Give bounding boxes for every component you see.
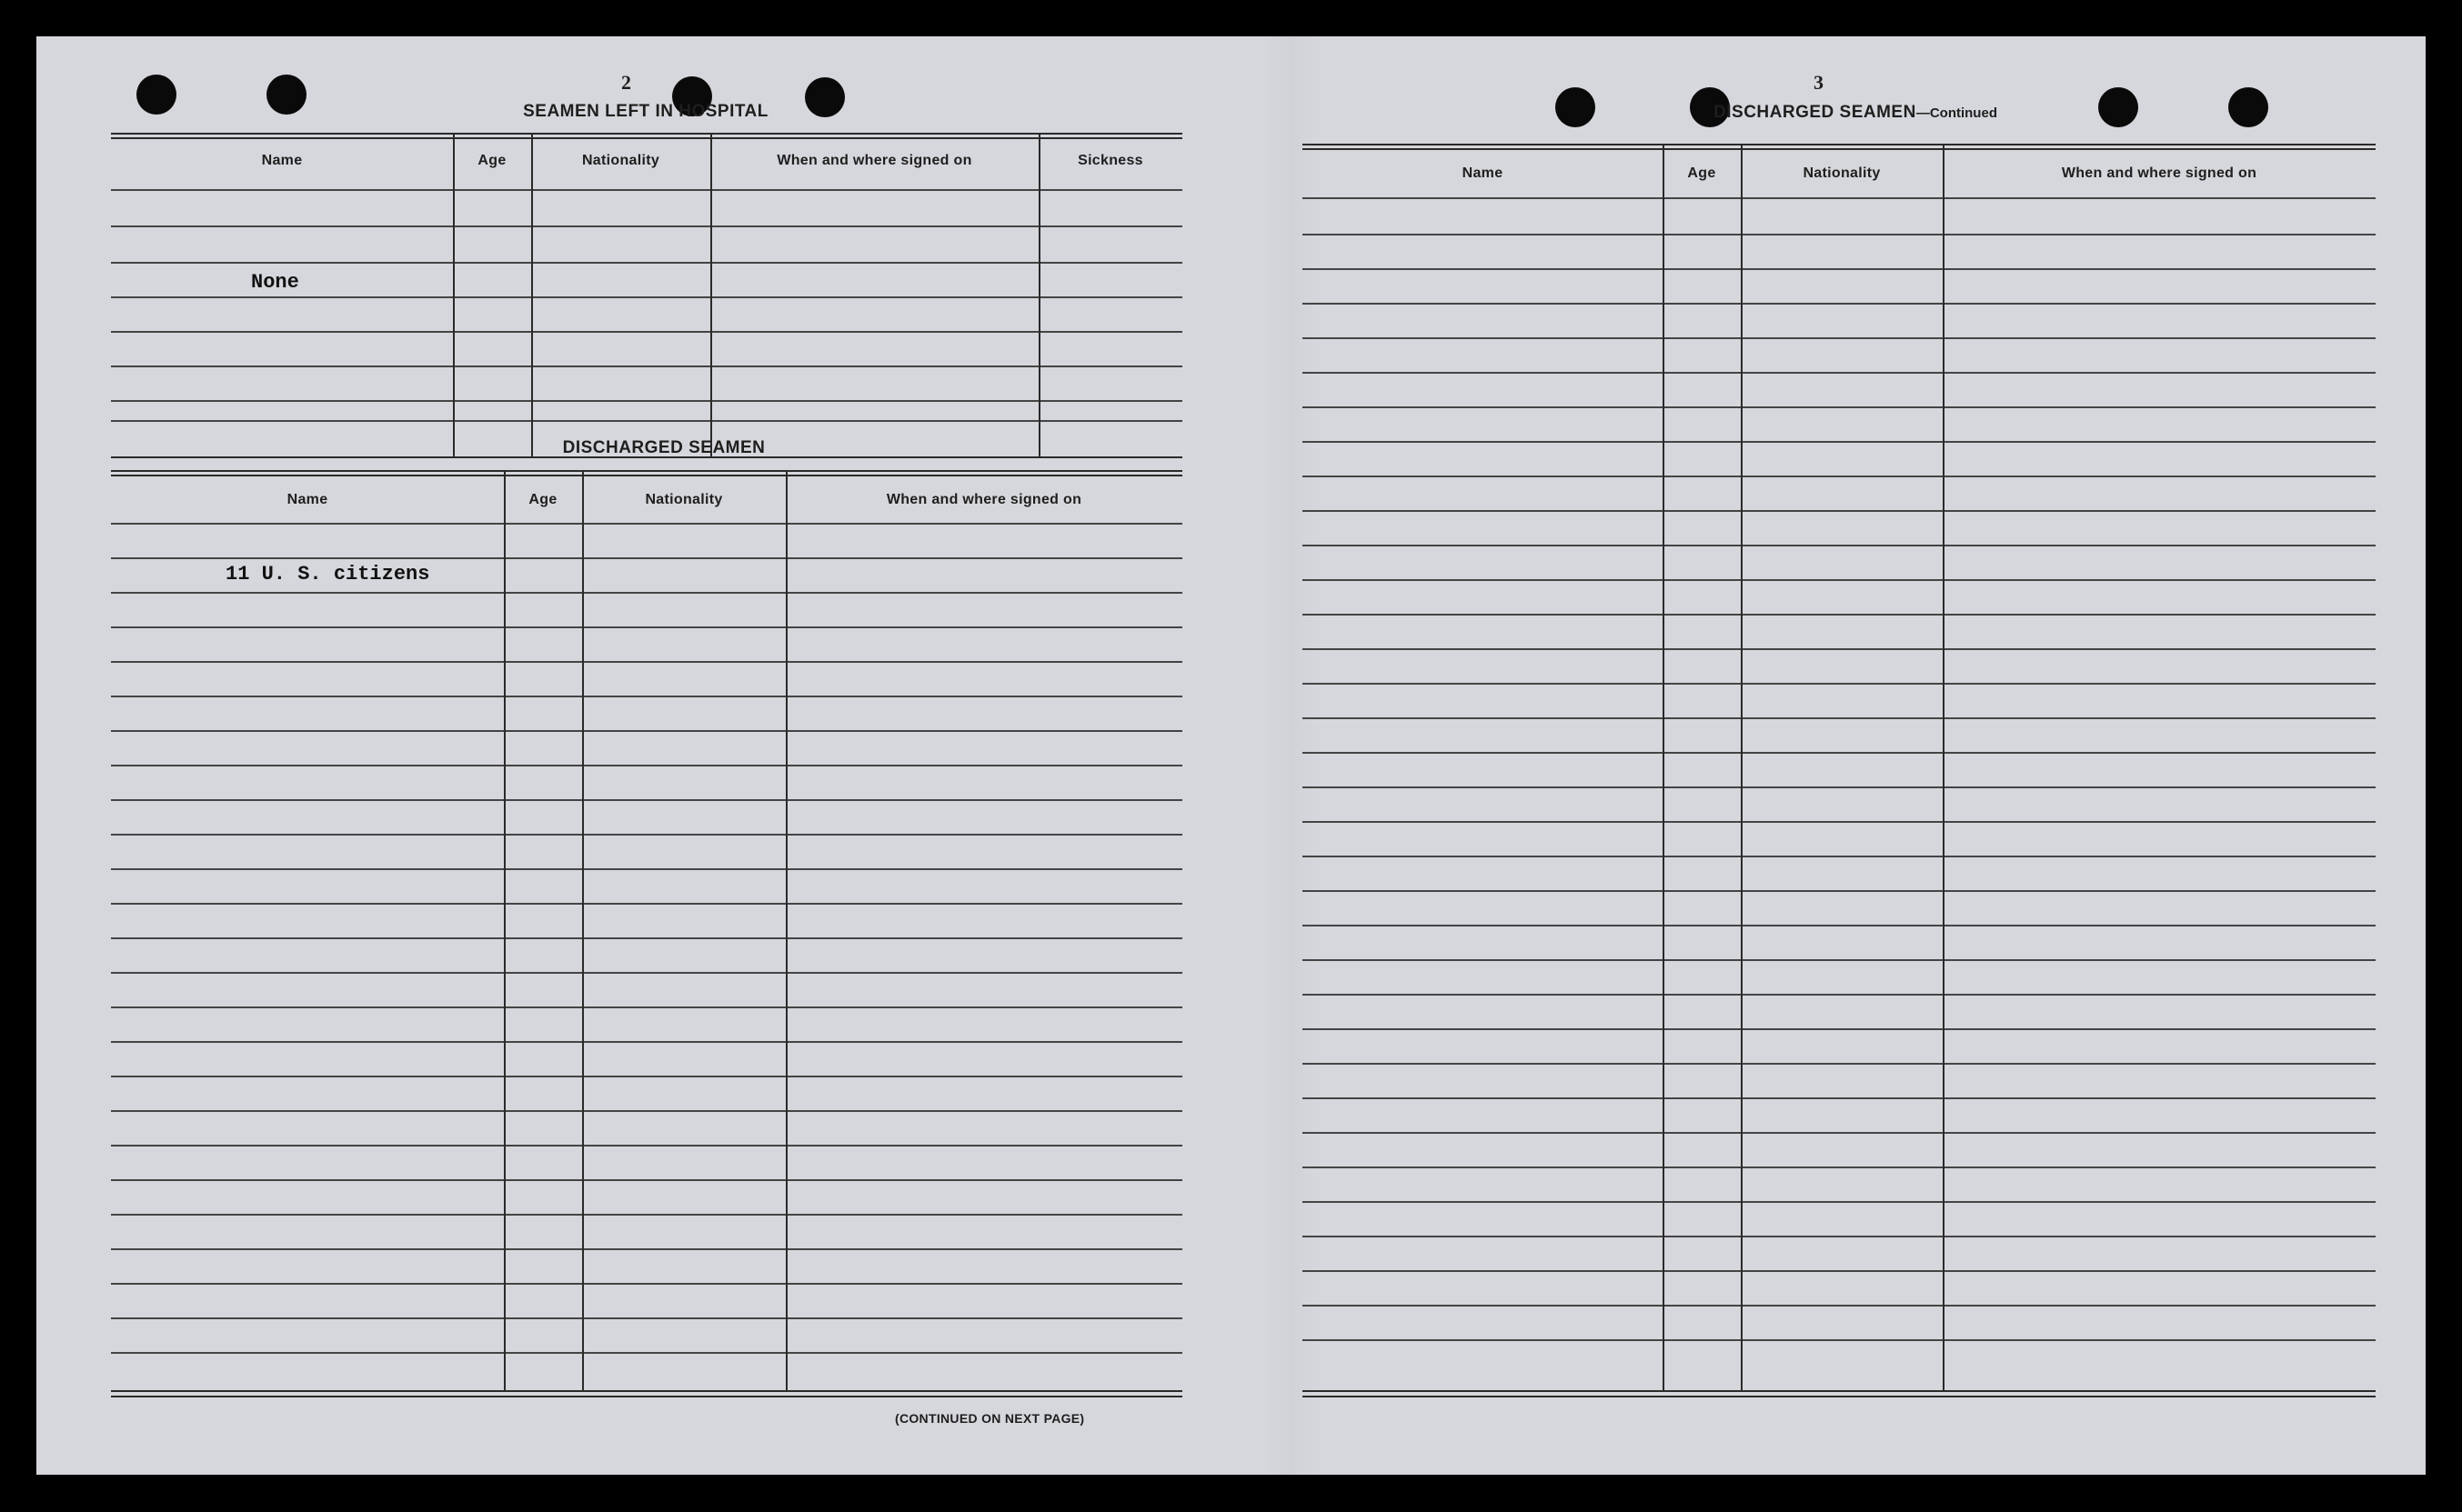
column-header-when-where: When and where signed on	[886, 492, 1082, 507]
hospital-table	[111, 133, 1182, 458]
punch-hole	[2228, 87, 2268, 127]
column-header-name: Name	[286, 492, 328, 507]
column-header-age: Age	[477, 153, 507, 168]
column-header-when-where: When and where signed on	[2061, 165, 2257, 181]
punch-hole	[136, 75, 176, 115]
discharged-table-left	[111, 470, 1182, 1401]
column-header-sickness: Sickness	[1078, 153, 1143, 168]
discharged-continued-title	[1628, 103, 2083, 123]
discharged-continued-title-text: DISCHARGED SEAMEN	[1713, 103, 1916, 122]
page-number-right: 3	[1814, 71, 1824, 94]
column-header-when-where: When and where signed on	[777, 153, 972, 168]
column-header-nationality: Nationality	[581, 153, 660, 168]
column-header-name: Name	[261, 153, 303, 168]
punch-hole	[2098, 87, 2138, 127]
column-header-age: Age	[1687, 165, 1716, 181]
punch-hole	[266, 75, 306, 115]
discharged-section-title: DISCHARGED SEAMEN	[562, 438, 766, 457]
discharged-table-right	[1302, 144, 2376, 1402]
discharged-entry: 11 U. S. citizens	[226, 563, 430, 586]
column-header-age: Age	[528, 492, 558, 507]
column-header-nationality: Nationality	[1803, 165, 1881, 181]
document-paper	[36, 36, 2426, 1475]
column-header-name: Name	[1462, 165, 1503, 181]
page-number-left: 2	[621, 71, 631, 94]
column-header-nationality: Nationality	[645, 492, 723, 507]
continued-suffix: —Continued	[1915, 105, 1997, 121]
punch-hole	[1555, 87, 1595, 127]
hospital-entry: None	[251, 271, 299, 294]
hospital-section-title: SEAMEN LEFT IN HOSPITAL	[523, 102, 769, 121]
continued-note: (CONTINUED ON NEXT PAGE)	[895, 1411, 1085, 1426]
